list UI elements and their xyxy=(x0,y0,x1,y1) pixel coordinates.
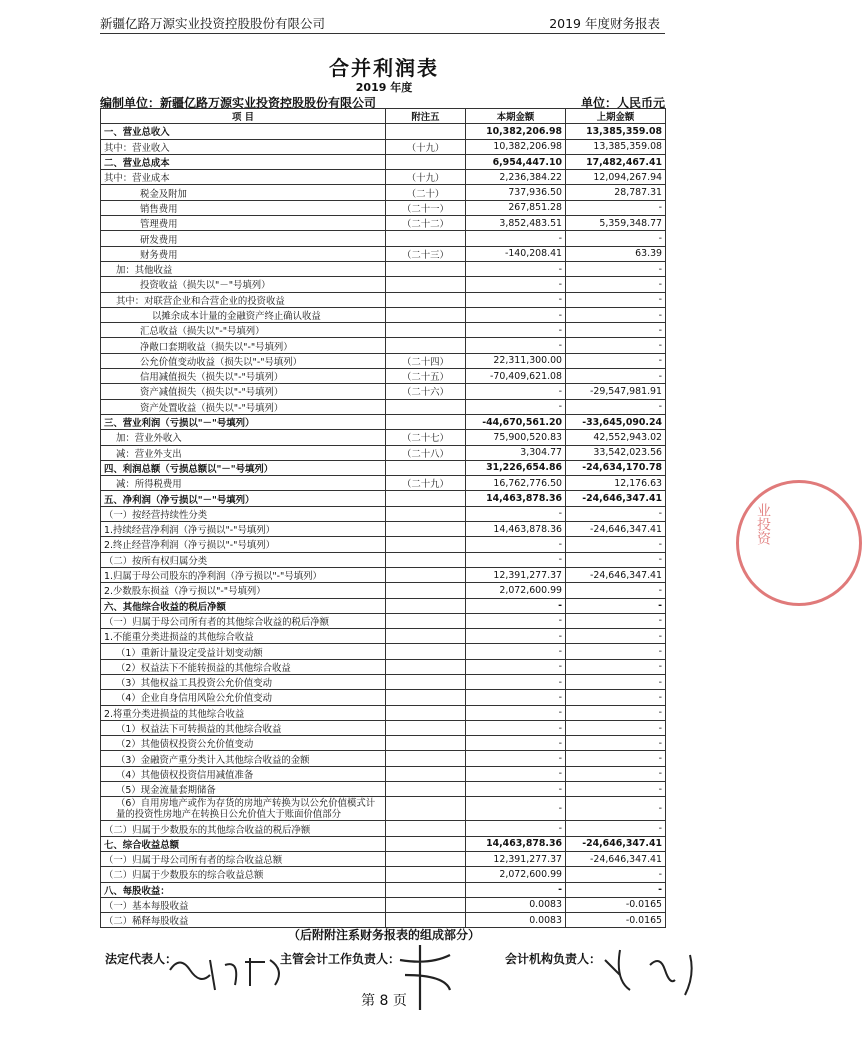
row-prior: -0.0165 xyxy=(566,897,666,912)
row-note xyxy=(386,644,466,659)
table-row xyxy=(101,414,666,429)
table-row xyxy=(101,323,666,338)
row-note: （二十八） xyxy=(386,445,466,460)
row-current: - xyxy=(466,766,566,781)
page-number: 第 8 页 xyxy=(361,993,407,1009)
table-row xyxy=(101,170,666,185)
row-note xyxy=(386,629,466,644)
row-current: 12,391,277.37 xyxy=(466,567,566,582)
table-row xyxy=(101,598,666,613)
row-item: 六、其他综合收益的税后净额 xyxy=(101,598,386,613)
row-current: - xyxy=(466,384,566,399)
row-prior: 13,385,359.08 xyxy=(566,124,666,139)
footnote: （后附附注系财务报表的组成部分） xyxy=(287,928,480,942)
row-current: 75,900,520.83 xyxy=(466,430,566,445)
row-current: - xyxy=(466,552,566,567)
page-header xyxy=(100,14,660,32)
accounting-head-label: 主管会计工作负责人： xyxy=(280,952,401,966)
row-note xyxy=(386,851,466,866)
row-current: - xyxy=(466,690,566,705)
row-note xyxy=(386,307,466,322)
row-note xyxy=(386,261,466,276)
row-note xyxy=(386,583,466,598)
row-note xyxy=(386,460,466,475)
row-current: - xyxy=(466,629,566,644)
row-item: 1.持续经营净利润（净亏损以"-"号填列） xyxy=(101,522,386,537)
table-row xyxy=(101,659,666,674)
table-row xyxy=(101,277,666,292)
row-prior: - xyxy=(566,200,666,215)
row-item: 其中：营业成本 xyxy=(101,170,386,185)
row-current: 2,072,600.99 xyxy=(466,583,566,598)
row-note xyxy=(386,736,466,751)
row-note: （二十二） xyxy=(386,216,466,231)
row-current: 2,072,600.99 xyxy=(466,867,566,882)
row-prior: - xyxy=(566,644,666,659)
row-current: 3,304.77 xyxy=(466,445,566,460)
row-note xyxy=(386,537,466,552)
row-current: - xyxy=(466,736,566,751)
table-row xyxy=(101,705,666,720)
table-row xyxy=(101,674,666,689)
row-prior: -33,645,090.24 xyxy=(566,414,666,429)
row-note xyxy=(386,491,466,506)
table-row xyxy=(101,185,666,200)
row-item: 其中：营业收入 xyxy=(101,139,386,154)
row-item: 2.将重分类进损益的其他综合收益 xyxy=(101,705,386,720)
row-item: 减：所得税费用 xyxy=(101,476,386,491)
statement-title: 合并利润表 xyxy=(329,56,439,80)
row-current: - xyxy=(466,674,566,689)
row-note: （十九） xyxy=(386,139,466,154)
row-item: 投资收益（损失以"－"号填列） xyxy=(101,277,386,292)
row-current: 267,851.28 xyxy=(466,200,566,215)
row-item: 汇总收益（损失以"-"号填列） xyxy=(101,323,386,338)
row-note xyxy=(386,522,466,537)
row-item: （3）其他权益工具投资公允价值变动 xyxy=(101,674,386,689)
table-row xyxy=(101,430,666,445)
row-prior: - xyxy=(566,338,666,353)
row-note xyxy=(386,506,466,521)
row-prior: - xyxy=(566,277,666,292)
row-prior: 33,542,023.56 xyxy=(566,445,666,460)
table-row xyxy=(101,522,666,537)
table-row xyxy=(101,445,666,460)
table-row xyxy=(101,399,666,414)
row-item: 加：营业外收入 xyxy=(101,430,386,445)
row-current: - xyxy=(466,720,566,735)
row-current: - xyxy=(466,797,566,821)
row-prior: - xyxy=(566,751,666,766)
row-item: 2.终止经营净利润（净亏损以"-"号填列） xyxy=(101,537,386,552)
row-current: - xyxy=(466,261,566,276)
table-row xyxy=(101,836,666,851)
row-note xyxy=(386,567,466,582)
unit-label: 单位：人民币元 xyxy=(580,96,665,110)
row-prior: 28,787.31 xyxy=(566,185,666,200)
table-row xyxy=(101,139,666,154)
row-prior: 63.39 xyxy=(566,246,666,261)
row-prior: - xyxy=(566,292,666,307)
row-note xyxy=(386,674,466,689)
row-note xyxy=(386,598,466,613)
table-row xyxy=(101,216,666,231)
row-note: （二十） xyxy=(386,185,466,200)
table-row xyxy=(101,613,666,628)
row-current: 31,226,654.86 xyxy=(466,460,566,475)
row-note xyxy=(386,690,466,705)
row-note xyxy=(386,552,466,567)
row-prior: - xyxy=(566,613,666,628)
row-note: （二十四） xyxy=(386,353,466,368)
table-row xyxy=(101,338,666,353)
table-row xyxy=(101,491,666,506)
row-item: （4）其他债权投资信用减值准备 xyxy=(101,766,386,781)
row-item: 税金及附加 xyxy=(101,185,386,200)
col-header-item: 项 目 xyxy=(101,109,386,124)
row-current: -140,208.41 xyxy=(466,246,566,261)
table-row xyxy=(101,552,666,567)
row-current: 12,391,277.37 xyxy=(466,851,566,866)
row-item: 信用减值损失（损失以"-"号填列） xyxy=(101,369,386,384)
row-current: - xyxy=(466,537,566,552)
row-current: - xyxy=(466,598,566,613)
row-current: - xyxy=(466,751,566,766)
row-prior: -0.0165 xyxy=(566,913,666,928)
row-current: - xyxy=(466,277,566,292)
row-item: 三、营业利润（亏损以"－"号填列） xyxy=(101,414,386,429)
header-report: 2019 年度财务报表 xyxy=(549,16,660,31)
row-prior: - xyxy=(566,399,666,414)
row-item: 其中：对联营企业和合营企业的投资收益 xyxy=(101,292,386,307)
row-note xyxy=(386,659,466,674)
row-prior: -29,547,981.91 xyxy=(566,384,666,399)
row-note xyxy=(386,154,466,169)
row-item: （4）企业自身信用风险公允价值变动 xyxy=(101,690,386,705)
table-row xyxy=(101,782,666,797)
table-row xyxy=(101,797,666,821)
row-prior: - xyxy=(566,821,666,836)
row-note: （二十七） xyxy=(386,430,466,445)
row-prior: - xyxy=(566,552,666,567)
row-note xyxy=(386,766,466,781)
row-note xyxy=(386,821,466,836)
row-prior: - xyxy=(566,797,666,821)
col-header-prior: 上期金额 xyxy=(566,109,666,124)
row-prior: - xyxy=(566,782,666,797)
row-current: 6,954,447.10 xyxy=(466,154,566,169)
row-current: - xyxy=(466,338,566,353)
row-item: 二、营业总成本 xyxy=(101,154,386,169)
row-note xyxy=(386,323,466,338)
table-row xyxy=(101,583,666,598)
row-prior: - xyxy=(566,353,666,368)
row-item: 1.归属于母公司股东的净利润（净亏损以"-"号填列） xyxy=(101,567,386,582)
row-item: 五、净利润（净亏损以"－"号填列） xyxy=(101,491,386,506)
row-note xyxy=(386,613,466,628)
row-current: 10,382,206.98 xyxy=(466,139,566,154)
row-item: （6）自用房地产或作为存货的房地产转换为以公允价值模式计量的投资性房地产在转换日公允价值大于账面价值部分 xyxy=(101,797,386,821)
row-current: - xyxy=(466,659,566,674)
row-prior: - xyxy=(566,867,666,882)
row-note: （二十三） xyxy=(386,246,466,261)
row-item: 净敞口套期收益（损失以"-"号填列） xyxy=(101,338,386,353)
row-prior: - xyxy=(566,882,666,897)
row-prior: -24,646,347.41 xyxy=(566,836,666,851)
table-header-row xyxy=(101,109,666,124)
row-item: （二）归属于少数股东的综合收益总额 xyxy=(101,867,386,882)
table-row xyxy=(101,246,666,261)
table-row xyxy=(101,897,666,912)
row-item: （二）归属于少数股东的其他综合收益的税后净额 xyxy=(101,821,386,836)
table-row xyxy=(101,353,666,368)
row-note xyxy=(386,897,466,912)
row-note: （二十一） xyxy=(386,200,466,215)
row-current: - xyxy=(466,705,566,720)
row-prior: 42,552,943.02 xyxy=(566,430,666,445)
row-prior: - xyxy=(566,307,666,322)
row-prior: - xyxy=(566,537,666,552)
row-item: （2）权益法下不能转损益的其他综合收益 xyxy=(101,659,386,674)
row-item: 公允价值变动收益（损失以"-"号填列） xyxy=(101,353,386,368)
row-note xyxy=(386,836,466,851)
table-row xyxy=(101,292,666,307)
row-note xyxy=(386,797,466,821)
row-current: - xyxy=(466,821,566,836)
row-prior: -24,646,347.41 xyxy=(566,567,666,582)
row-prior: -24,646,347.41 xyxy=(566,491,666,506)
row-note: （二十九） xyxy=(386,476,466,491)
row-item: （一）归属于母公司所有者的其他综合收益的税后净额 xyxy=(101,613,386,628)
row-item: 销售费用 xyxy=(101,200,386,215)
row-note xyxy=(386,751,466,766)
row-prior: - xyxy=(566,583,666,598)
row-note: （十九） xyxy=(386,170,466,185)
row-prior: 17,482,467.41 xyxy=(566,154,666,169)
row-item: 加：其他收益 xyxy=(101,261,386,276)
table-row xyxy=(101,369,666,384)
row-item: 一、营业总收入 xyxy=(101,124,386,139)
row-item: （1）权益法下可转损益的其他综合收益 xyxy=(101,720,386,735)
row-item: （一）基本每股收益 xyxy=(101,897,386,912)
row-item: （一）归属于母公司所有者的综合收益总额 xyxy=(101,851,386,866)
table-row xyxy=(101,307,666,322)
header-company: 新疆亿路万源实业投资控股股份有限公司 xyxy=(100,16,326,31)
table-row xyxy=(101,736,666,751)
table-row xyxy=(101,629,666,644)
row-current: - xyxy=(466,323,566,338)
row-current: 10,382,206.98 xyxy=(466,124,566,139)
table-row xyxy=(101,821,666,836)
row-current: 14,463,878.36 xyxy=(466,491,566,506)
company-seal-stamp: 业投资 xyxy=(736,480,862,606)
row-prior: 12,176.63 xyxy=(566,476,666,491)
table-row xyxy=(101,476,666,491)
agency-head-label: 会计机构负责人： xyxy=(505,952,602,966)
row-note xyxy=(386,720,466,735)
row-item: 资产减值损失（损失以"-"号填列） xyxy=(101,384,386,399)
row-current: 2,236,384.22 xyxy=(466,170,566,185)
row-prior: - xyxy=(566,690,666,705)
table-row xyxy=(101,567,666,582)
row-note xyxy=(386,124,466,139)
row-prior: 13,385,359.08 xyxy=(566,139,666,154)
row-prior: - xyxy=(566,674,666,689)
row-prior: - xyxy=(566,231,666,246)
row-note xyxy=(386,338,466,353)
row-current: - xyxy=(466,644,566,659)
statement-year: 2019 年度 xyxy=(355,81,413,94)
row-item: （5）现金流量套期储备 xyxy=(101,782,386,797)
row-prior: - xyxy=(566,766,666,781)
row-current: - xyxy=(466,307,566,322)
row-prior: 5,359,348.77 xyxy=(566,216,666,231)
row-prior: - xyxy=(566,720,666,735)
row-prior: -24,646,347.41 xyxy=(566,851,666,866)
row-current: 737,936.50 xyxy=(466,185,566,200)
table-row xyxy=(101,766,666,781)
table-row xyxy=(101,231,666,246)
row-prior: - xyxy=(566,506,666,521)
row-note xyxy=(386,705,466,720)
row-current: 14,463,878.36 xyxy=(466,836,566,851)
row-current: 16,762,776.50 xyxy=(466,476,566,491)
row-item: （3）金融资产重分类计入其他综合收益的金额 xyxy=(101,751,386,766)
row-item: 减：营业外支出 xyxy=(101,445,386,460)
row-prior: - xyxy=(566,323,666,338)
row-item: 八、每股收益： xyxy=(101,882,386,897)
row-item: 管理费用 xyxy=(101,216,386,231)
income-statement-table xyxy=(100,108,666,928)
row-note xyxy=(386,231,466,246)
row-current: - xyxy=(466,231,566,246)
table-row xyxy=(101,200,666,215)
row-prior: -24,646,347.41 xyxy=(566,522,666,537)
row-current: - xyxy=(466,613,566,628)
row-prior: -24,634,170.78 xyxy=(566,460,666,475)
row-item: 财务费用 xyxy=(101,246,386,261)
row-prior: - xyxy=(566,736,666,751)
row-item: 以摊余成本计量的金融资产终止确认收益 xyxy=(101,307,386,322)
table-row xyxy=(101,154,666,169)
row-item: 1.不能重分类进损益的其他综合收益 xyxy=(101,629,386,644)
row-note xyxy=(386,882,466,897)
table-row xyxy=(101,124,666,139)
row-current: 3,852,483.51 xyxy=(466,216,566,231)
header-rule xyxy=(100,33,665,34)
row-current: 0.0083 xyxy=(466,913,566,928)
row-note xyxy=(386,782,466,797)
row-current: - xyxy=(466,782,566,797)
row-item: （二）按所有权归属分类 xyxy=(101,552,386,567)
table-row xyxy=(101,506,666,521)
table-row xyxy=(101,537,666,552)
row-prior: - xyxy=(566,598,666,613)
row-item: 四、利润总额（亏损总额以"－"号填列） xyxy=(101,460,386,475)
row-item: 七、综合收益总额 xyxy=(101,836,386,851)
col-header-current: 本期金额 xyxy=(466,109,566,124)
table-row xyxy=(101,261,666,276)
row-current: - xyxy=(466,506,566,521)
row-note xyxy=(386,414,466,429)
table-row xyxy=(101,460,666,475)
row-item: （一）按经营持续性分类 xyxy=(101,506,386,521)
row-current: -44,670,561.20 xyxy=(466,414,566,429)
row-note xyxy=(386,277,466,292)
table-row xyxy=(101,384,666,399)
row-current: 22,311,300.00 xyxy=(466,353,566,368)
table-row xyxy=(101,882,666,897)
row-current: -70,409,621.08 xyxy=(466,369,566,384)
row-prior: 12,094,267.94 xyxy=(566,170,666,185)
row-prior: - xyxy=(566,629,666,644)
row-item: （2）其他债权投资公允价值变动 xyxy=(101,736,386,751)
row-note: （二十五） xyxy=(386,369,466,384)
table-row xyxy=(101,851,666,866)
table-row xyxy=(101,720,666,735)
table-row xyxy=(101,751,666,766)
compiler-label: 编制单位：新疆亿路万源实业投资控股股份有限公司 xyxy=(100,96,377,110)
row-note: （二十六） xyxy=(386,384,466,399)
row-prior: - xyxy=(566,261,666,276)
row-note xyxy=(386,867,466,882)
row-prior: - xyxy=(566,369,666,384)
row-item: （1）重新计量设定受益计划变动额 xyxy=(101,644,386,659)
table-row xyxy=(101,867,666,882)
row-current: - xyxy=(466,882,566,897)
row-item: 资产处置收益（损失以"-"号填列） xyxy=(101,399,386,414)
legal-rep-label: 法定代表人： xyxy=(105,952,178,966)
row-current: - xyxy=(466,399,566,414)
row-prior: - xyxy=(566,705,666,720)
row-current: 0.0083 xyxy=(466,897,566,912)
table-row xyxy=(101,690,666,705)
row-item: 研发费用 xyxy=(101,231,386,246)
row-note xyxy=(386,399,466,414)
row-current: 14,463,878.36 xyxy=(466,522,566,537)
row-item: （二）稀释每股收益 xyxy=(101,913,386,928)
row-current: - xyxy=(466,292,566,307)
row-item: 2.少数股东损益（净亏损以"-"号填列） xyxy=(101,583,386,598)
table-row xyxy=(101,644,666,659)
row-note xyxy=(386,292,466,307)
row-prior: - xyxy=(566,659,666,674)
col-header-note: 附注五 xyxy=(386,109,466,124)
